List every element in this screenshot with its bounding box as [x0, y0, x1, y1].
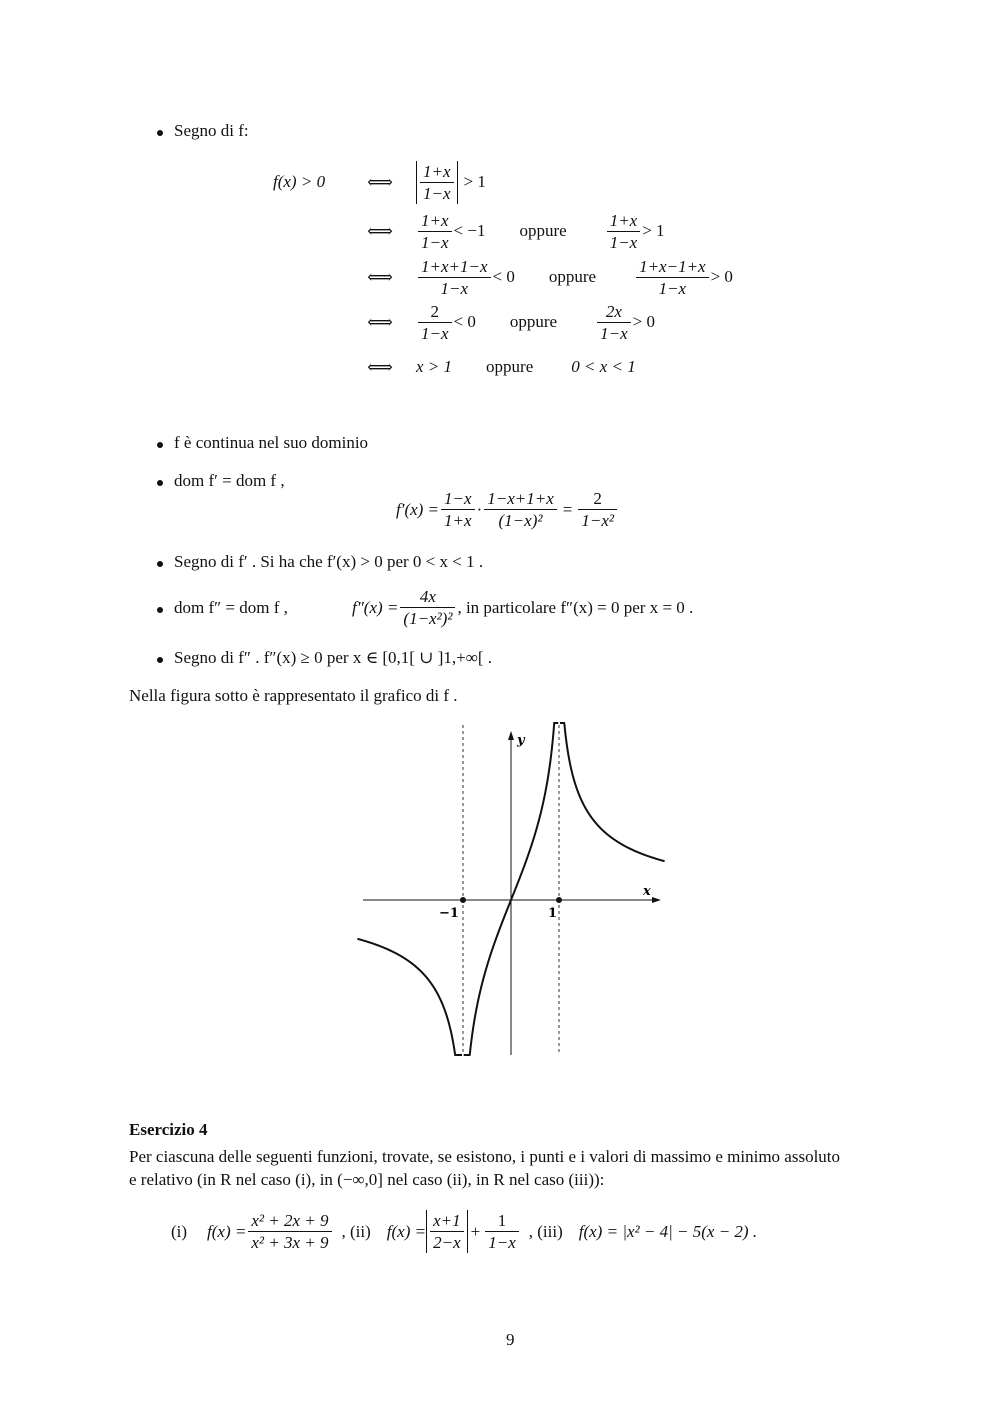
rhs: < 0 — [453, 312, 476, 331]
frac-num: 1+x — [420, 161, 454, 183]
frac-num: 2x — [597, 301, 631, 323]
page-number: 9 — [506, 1330, 515, 1349]
curve-left-branch — [357, 939, 462, 1055]
frac-den: x² + 3x + 9 — [251, 1233, 329, 1252]
iff-symbol: ⟺ — [367, 357, 393, 377]
function-graph — [355, 720, 675, 1060]
sign-fsecond: Segno di f″ . f″(x) ≥ 0 per x ∈ [0,1[ ∪ ]1,+∞[ . — [174, 648, 492, 667]
sign-line-1 — [416, 158, 486, 206]
exercise-formulas — [171, 1210, 757, 1253]
frac-num: 1−x+1+x — [484, 488, 557, 510]
point-1 — [556, 897, 562, 903]
y-axis-arrow — [508, 731, 514, 740]
label-ii: , (ii) — [341, 1221, 371, 1241]
deriv2-domain: dom f″ = dom f , — [174, 598, 288, 617]
frac-num: 1+x+1−x — [418, 256, 491, 278]
iff-symbol: ⟺ — [367, 172, 393, 192]
x-tick-minus-1: −1 — [439, 906, 459, 921]
figure-caption: Nella figura sotto è rappresentato il grafico di f . — [129, 686, 458, 705]
sign-fprime: Segno di f′ . Si ha che f′(x) > 0 per 0 < x < 1 . — [174, 552, 484, 571]
frac-num: x² + 2x + 9 — [248, 1210, 331, 1232]
frac-den: 1−x — [658, 278, 687, 298]
bullet — [157, 561, 163, 567]
plus: + — [470, 1221, 481, 1241]
curve-right-branch — [560, 723, 665, 861]
oppure: oppure — [548, 267, 597, 286]
rhs: < −1 — [453, 221, 486, 240]
rhs: > 1 — [642, 221, 665, 240]
cond-a: x > 1 — [416, 357, 453, 376]
deriv1-domain: dom f′ = dom f , — [174, 471, 285, 490]
sign-line-4 — [416, 298, 655, 346]
bullet — [157, 607, 163, 613]
cond-b: 0 < x < 1 — [571, 357, 636, 376]
label-i: (i) — [171, 1221, 188, 1241]
sign-line-2 — [416, 207, 665, 255]
deriv2-formula — [352, 586, 693, 629]
sign-lhs: f(x) > 0 — [273, 172, 326, 191]
oppure: oppure — [519, 221, 567, 240]
deriv1-formula — [396, 488, 619, 531]
exercise-text-2: e relativo (in R nel caso (i), in (−∞,0] nel caso (ii), in R nel caso (iii)): — [129, 1170, 605, 1189]
dot: · — [476, 499, 483, 519]
oppure: oppure — [486, 357, 534, 376]
oppure: oppure — [509, 312, 558, 331]
frac-num: 1 — [485, 1210, 519, 1232]
frac-den: (1−x)² — [498, 511, 543, 530]
label-iii: , (iii) — [528, 1221, 563, 1241]
rhs: > 1 — [463, 172, 486, 191]
bullet — [157, 442, 163, 448]
ii-lhs: f(x) = — [386, 1221, 427, 1241]
frac-den: 1−x — [423, 183, 451, 203]
frac-den: 2−x — [433, 1233, 461, 1252]
x-axis-arrow — [652, 897, 661, 903]
sign-title: Segno di f: — [174, 121, 249, 140]
iff-symbol: ⟺ — [367, 267, 393, 287]
deriv2-lhs: f″(x) = — [352, 597, 399, 617]
frac-den: (1−x²)² — [403, 609, 453, 628]
x-axis-label: x — [643, 884, 651, 899]
i-lhs: f(x) = — [207, 1221, 247, 1241]
point-minus-1 — [460, 897, 466, 903]
frac-num: 1+x−1+x — [636, 256, 709, 278]
bullet — [157, 657, 163, 663]
x-tick-1: 1 — [548, 906, 558, 921]
equals: = — [562, 499, 573, 519]
y-axis-label: y — [517, 733, 525, 748]
frac-num: 1+x — [607, 210, 641, 232]
rhs: > 0 — [632, 312, 655, 331]
frac-num: 1+x — [418, 210, 452, 232]
frac-den: 1−x — [600, 323, 628, 343]
frac-den: 1−x — [421, 323, 449, 343]
bullet — [157, 130, 163, 136]
iii-expr: f(x) = |x² − 4| − 5(x − 2) . — [578, 1221, 758, 1241]
frac-num: 2 — [578, 488, 617, 510]
rhs: < 0 — [492, 267, 515, 286]
exercise-text-1: Per ciascuna delle seguenti funzioni, trovate, se esistono, i punti e i valori di massimo e minimo assoluto — [129, 1147, 841, 1166]
frac-den: 1−x — [609, 232, 638, 252]
frac-num: 1−x — [441, 488, 475, 510]
iff-symbol: ⟺ — [367, 221, 393, 241]
frac-den: 1+x — [444, 511, 472, 530]
frac-num: 2 — [418, 301, 452, 323]
exercise-title: Esercizio 4 — [129, 1120, 208, 1139]
rhs: > 0 — [710, 267, 733, 286]
frac-den: 1−x — [488, 1233, 516, 1252]
continuity-text: f è continua nel suo dominio — [174, 433, 369, 452]
frac-den: 1−x² — [581, 511, 614, 530]
deriv2-tail: , in particolare f″(x) = 0 per x = 0 . — [457, 597, 694, 617]
sign-line-5 — [416, 343, 636, 391]
bullet — [157, 480, 163, 486]
deriv1-lhs: f′(x) = — [396, 499, 440, 519]
sign-line-3 — [416, 253, 733, 301]
frac-num: 4x — [400, 586, 455, 608]
frac-den: 1−x — [440, 278, 469, 298]
iff-symbol: ⟺ — [367, 312, 393, 332]
frac-den: 1−x — [421, 232, 449, 252]
frac-num: x+1 — [430, 1210, 464, 1232]
